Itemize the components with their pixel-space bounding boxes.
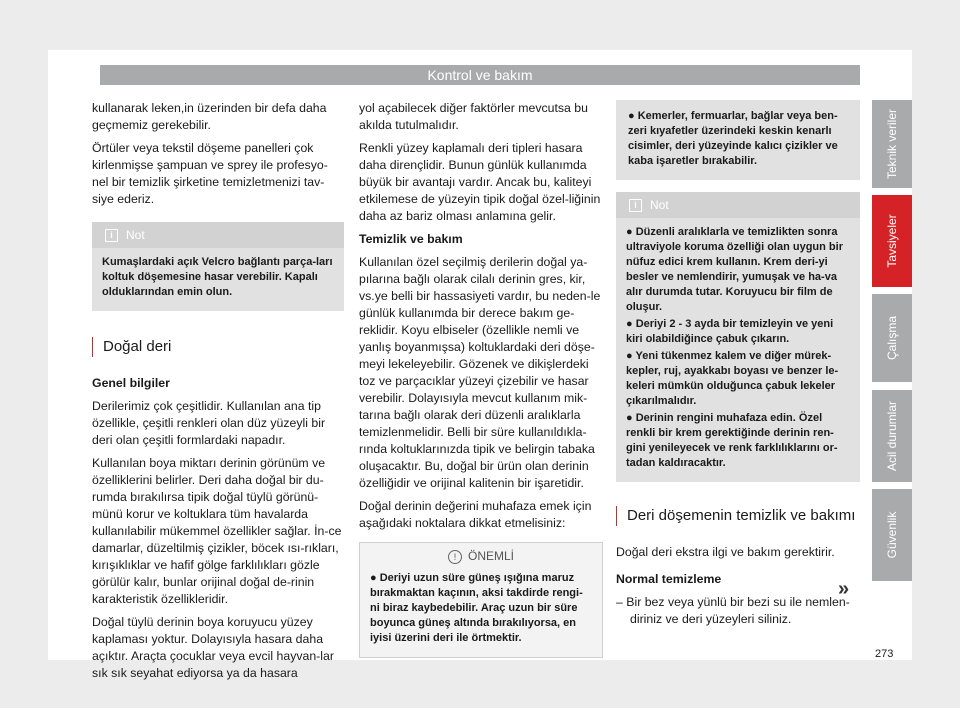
note-body — [616, 218, 860, 482]
note-title: Not — [126, 228, 145, 242]
tab-tavsiyeler[interactable]: Tavsiyeler — [872, 195, 912, 287]
continue-arrow-icon: » — [838, 578, 850, 600]
tab-acil-durumlar[interactable]: Acil durumlar — [872, 390, 912, 482]
paragraph: Doğal derinin değerini muhafaza emek için aşağıdaki noktalara dikkat etmelisiniz: — [359, 499, 592, 530]
note-title: Not — [650, 198, 669, 212]
info-icon: i — [105, 229, 118, 242]
note-item: ● Yeni tükenmez kalem ve diğer mürek-kepler, ruj, ayakkabı boyası ve benzer le-keleri mümkün olduğunca çabuk lekeler çıkarılmalıdır. — [626, 350, 839, 407]
column-3 — [616, 100, 860, 634]
list-item: – Bir bez veya yünlü bir bezi su ile nemlen-diriniz ve deri yüzeyleri siliniz. — [616, 595, 850, 626]
note-box — [92, 222, 344, 311]
section-title: Doğal deri — [92, 337, 344, 357]
warning-header — [360, 543, 602, 569]
note-header — [616, 192, 860, 218]
warning-body — [360, 569, 602, 657]
page-number: 273 — [875, 648, 894, 660]
paragraph: Derilerimiz çok çeşitlidir. Kullanılan ana tip özellikle, çeşitli renkleri olan düz yüzeyli bir deri olan çeşitli formlardaki napadır. — [92, 399, 326, 447]
paragraph: Örtüler veya tekstil döşeme panelleri çok kirlenmişse şampuan ve sprey ile profesyo-nel bir temizlik şirketine temizletmenizi tav-siye ederiz. — [92, 141, 328, 206]
warning-title: ÖNEMLİ — [467, 549, 514, 563]
warning-text: ● Kemerler, fermuarlar, bağlar veya ben-zeri kıyafetler üzerindeki keskin kenarlı cisimler, deri yüzeyinde kalıcı çizikler ve kaba işaretler bırakabilir. — [628, 110, 838, 167]
info-icon: i — [629, 199, 642, 212]
subheading: Normal temizleme — [616, 572, 722, 586]
column-2 — [359, 100, 603, 670]
paragraph: Renkli yüzey kaplamalı deri tipleri hasara daha dirençlidir. Bunun günlük kullanımda büyük bir avantajı vardır. Ancak bu, kaliteyi etkilemese de yüzeyin tipik doğal özel-liğinin daha az bariz olması anlamına gelir. — [359, 141, 601, 223]
page-header: Kontrol ve bakım — [100, 65, 860, 85]
tab-calisma[interactable]: Çalışma — [872, 294, 912, 382]
section-title: Deri döşemenin temizlik ve bakımı — [616, 506, 860, 526]
paragraph: Doğal deri ekstra ilgi ve bakım gerektirir. — [616, 545, 835, 559]
note-header — [92, 222, 344, 248]
column-1 — [92, 100, 344, 688]
continued-warning-box — [616, 100, 860, 180]
paragraph: Doğal tüylü derinin boya koruyucu yüzey kaplaması yoktur. Dolayısıyla hasara daha açıktır. Araçta çocuklar veya evcil hayvan-lar sık sık seyahat ediyorsa ya da hasara — [92, 615, 334, 680]
note-item: ● Derinin rengini muhafaza edin. Özel renkli bir krem gerektiğinde derinin ren-gini yenileyecek ve renk farklılıklarını or-tadan kaldıracaktır. — [626, 412, 838, 469]
note-box — [616, 192, 860, 482]
warning-box — [359, 542, 603, 658]
continued-warning-body — [616, 100, 860, 180]
tab-guvenlik[interactable]: Güvenlik — [872, 489, 912, 581]
tab-teknik-veriler[interactable]: Teknik veriler — [872, 100, 912, 188]
note-text: Kumaşlardaki açık Velcro bağlantı parça-ları koltuk döşemesine hasar verebilir. Kapalı olduklarından emin olun. — [102, 256, 333, 298]
note-item: ● Deriyi 2 - 3 ayda bir temizleyin ve yeni kiri olabildiğince çabuk çıkarın. — [626, 318, 834, 345]
paragraph: kullanarak leken,in üzerinden bir defa daha geçmemiz gerekebilir. — [92, 101, 327, 132]
note-item: ● Düzenli aralıklarla ve temizlikten sonra ultraviyole koruma özelliği olan uygun bir nüfuz edici krem kullanın. Krem deri-yi besler ve nemlendirir, yumuşak ve ha-va alır durumda tutar. Koruyucu bir film de oluşur. — [626, 226, 843, 313]
warning-icon: ! — [448, 550, 462, 564]
paragraph: Kullanılan boya miktarı derinin görünüm ve özelliklerini belirler. Deri daha doğal bir du-rumda bırakılırsa tipik doğal tüylü görünü-münü korur ve koltuklara tüm havalarda kullanılabilir mükemmel özellikler sağlar. İn-ce damarlar, düzeltilmiş çizikler, böcek ısı-rıkları, kırışıklıklar ve hafif gölge farklılıkları gözle görülür kalır, bunlar orijinal doğal de-rinin karakteristik özellikleridir. — [92, 456, 342, 606]
warning-text: ● Deriyi uzun süre güneş ışığına maruz bırakmaktan kaçının, aksi takdirde rengi-ni biraz kaybedebilir. Araç uzun bir süre boyunca güneş altında bırakılıyorsa, en iyisi üzerini deri ile örtmektir. — [370, 572, 583, 644]
subheading: Temizlik ve bakım — [359, 232, 463, 246]
paragraph: Kullanılan özel seçilmiş derilerin doğal ya-pılarına bağlı olarak cilalı derinin gres, kir, vs.ye belli bir hassasiyeti vardır, bu neden-le günlük kullanımda bir derece bakım ge-reklidir. Koyu elbiseler (özellikle nemli ve yanlış boyanmışsa) koltuklardaki deri döşe-meyi lekeleyebilir. Gözenek ve dikişlerdeki toz ve parçacıklar yüzeyi çizebilir ve hasar verebilir. Dolayısıyla mevcut kullanım mik-tarına bağlı olarak deri düzenli aralıklarla temizlenmelidir. Belli bir süre kullanıldıkla-rında koltuklarınızda tipik ve belirgin tabaka oluşacaktır. Bu, doğal bir ürün olan derinin özelliğidir ve orijinal kalitenin bir işaretidir. — [359, 255, 601, 490]
note-body — [92, 248, 344, 311]
subheading: Genel bilgiler — [92, 376, 170, 390]
paragraph: yol açabilecek diğer faktörler mevcutsa bu akılda tutulmalıdır. — [359, 101, 588, 132]
